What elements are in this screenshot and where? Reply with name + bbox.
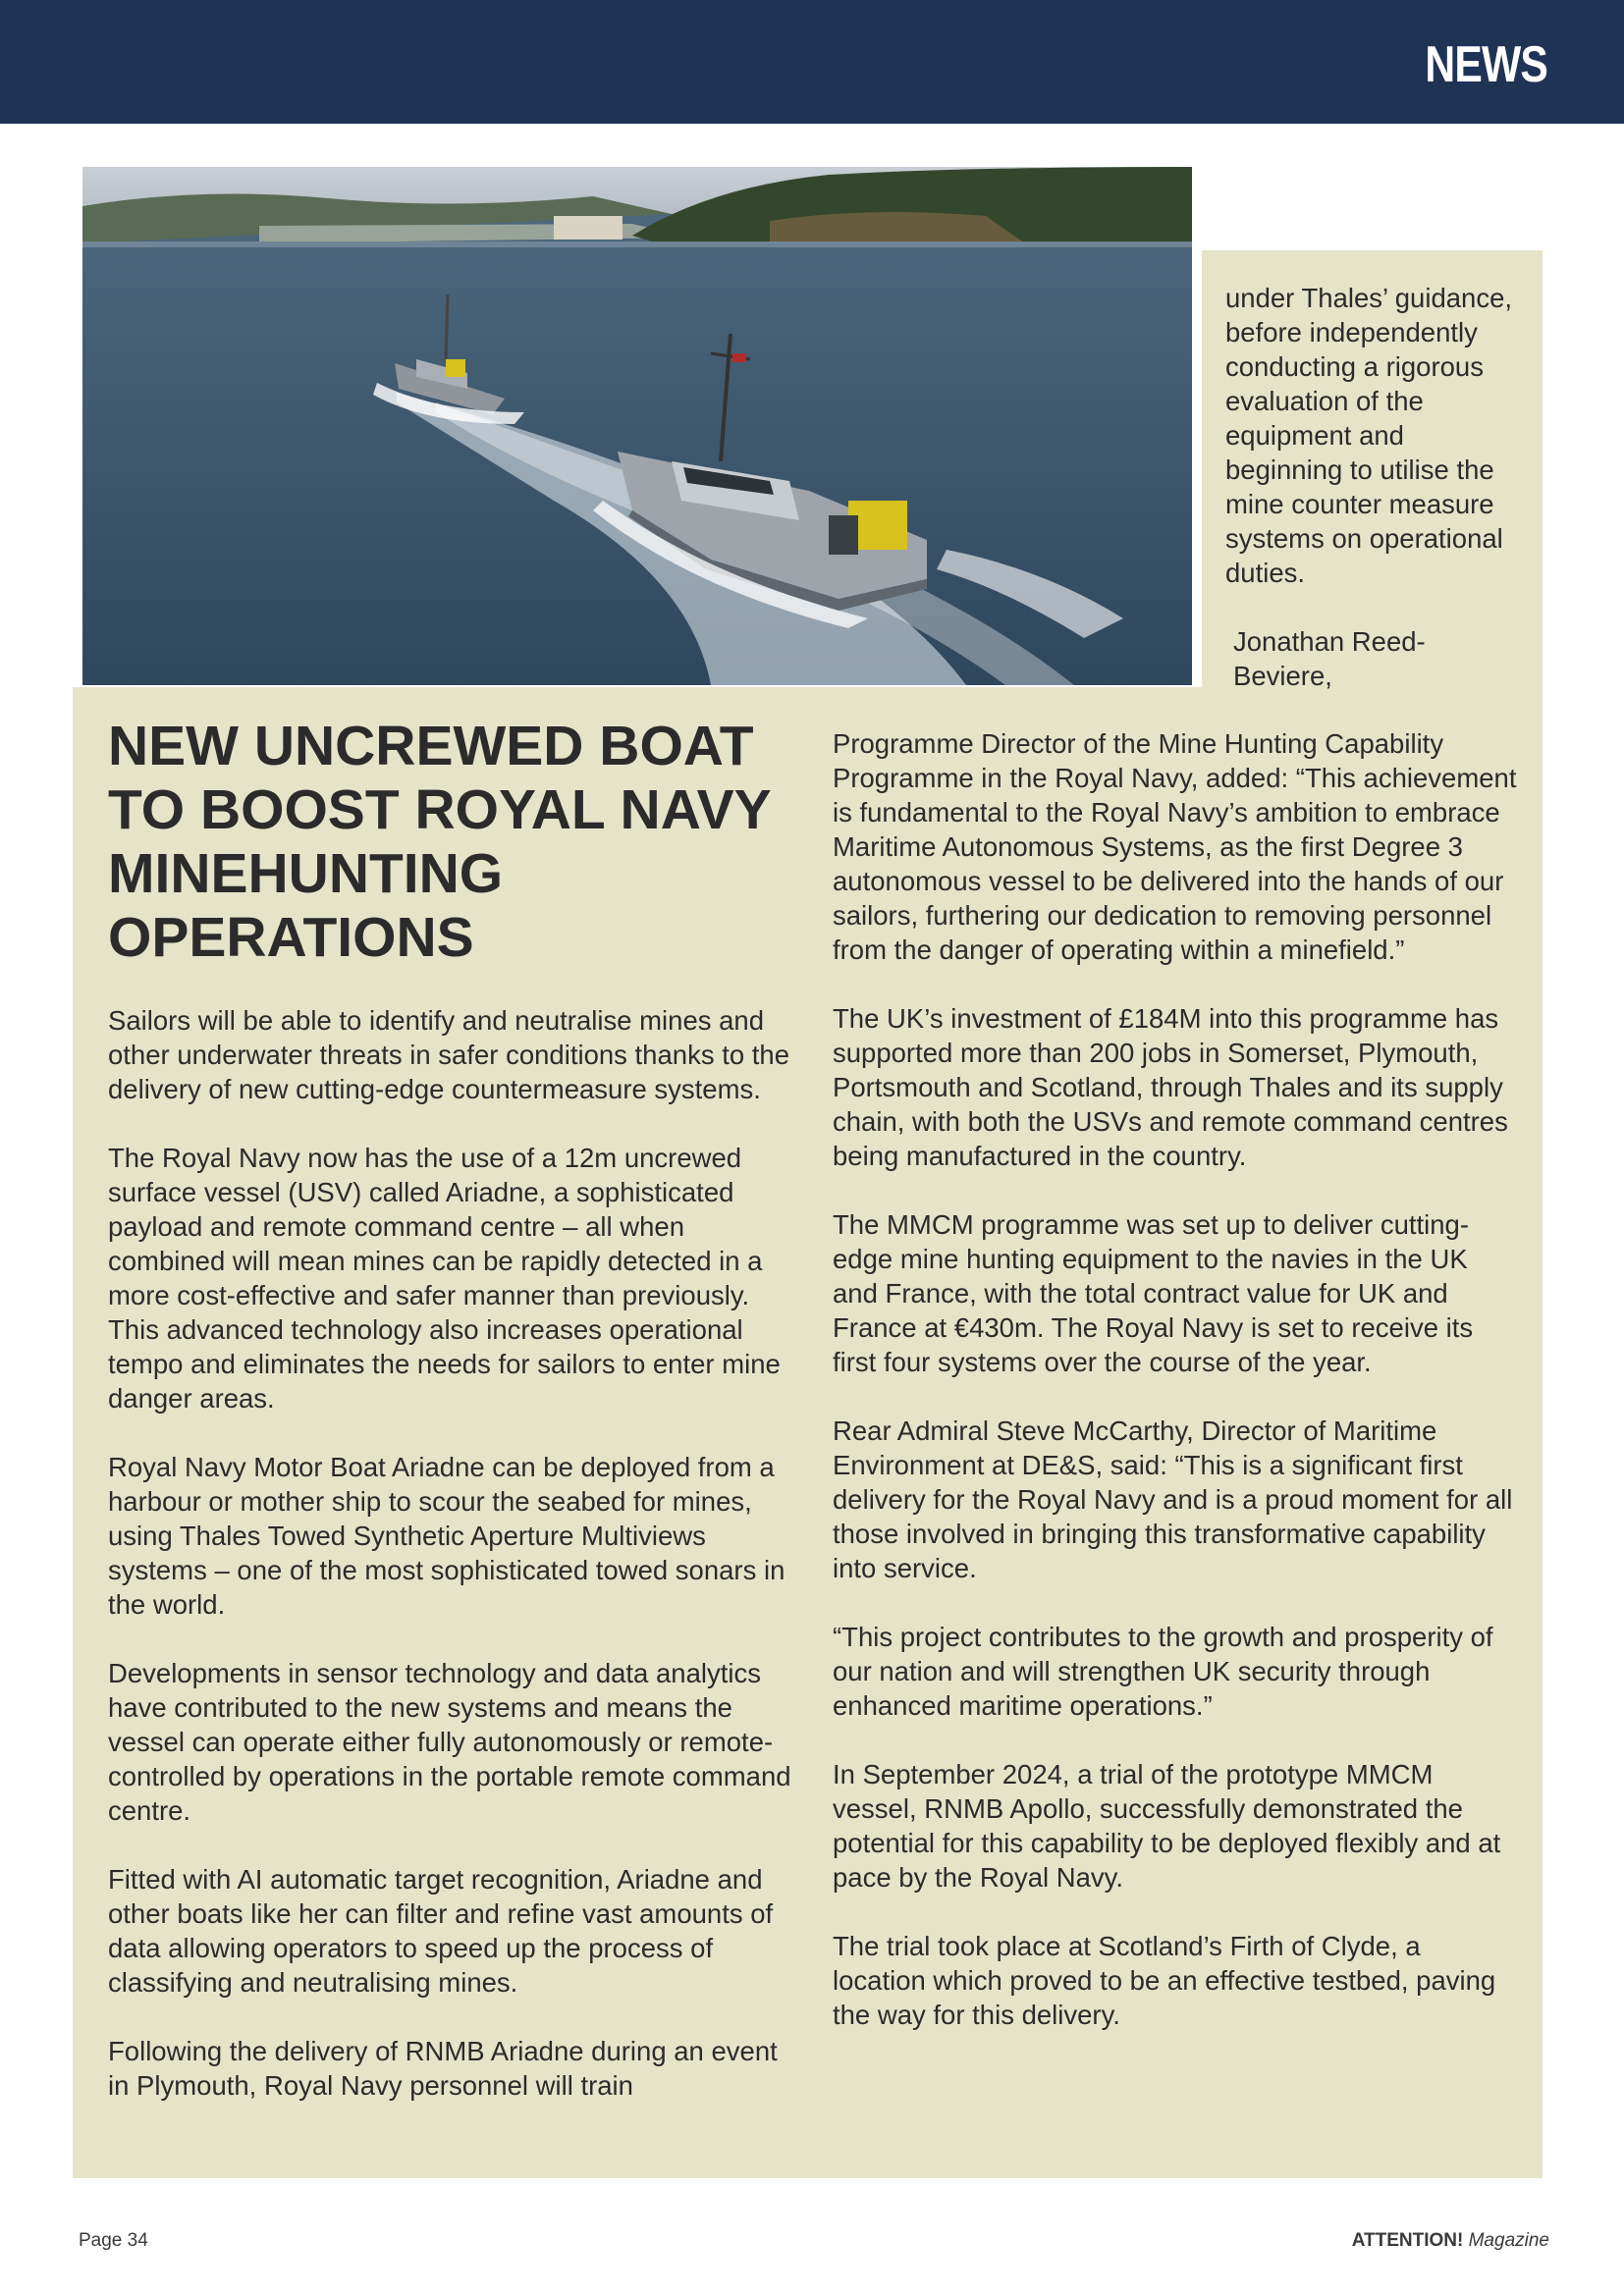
paragraph: The MMCM programme was set up to deliver cutting-edge mine hunting equipment to the navies in the UK and France, with the total contract value for UK and France at €430m. The Royal Navy is set to receive its first four systems over the course of the year.: [833, 1209, 1474, 1377]
paragraph: Sailors will be able to identify and neutralise mines and other underwater threats in safer conditions thanks to the delivery of new cutting-edge countermeasure systems.: [108, 1005, 790, 1104]
paragraph: “This project contributes to the growth and prosperity of our nation and will strengthen UK security through enhanced maritime operations.”: [833, 1622, 1493, 1721]
paragraph: The UK’s investment of £184M into this programme has supported more than 200 jobs in Somerset, Plymouth, Portsmouth and Scotland, through Thales and its supply chain, with both the USVs and remote command centres being manufactured in the country.: [833, 1003, 1508, 1171]
paragraph: Royal Navy Motor Boat Ariadne can be deployed from a harbour or mother ship to scour the seabed for mines, using Thales Towed Synthetic Aperture Multiviews systems – one of the most sophisticated towed sonars in the world.: [108, 1452, 785, 1620]
paragraph: Rear Admiral Steve McCarthy, Director of Maritime Environment at DE&S, said: “This is a significant first delivery for the Royal Navy and is a proud moment for all those involved in bringing this transformative capability into service.: [833, 1415, 1513, 1583]
magazine-name-italic: Magazine: [1468, 2230, 1549, 2251]
section-label: NEWS: [1425, 36, 1547, 93]
header-bar: [0, 0, 1624, 124]
page-number: Page 34: [79, 2230, 148, 2251]
photo-frame: [73, 157, 1202, 687]
paragraph: Programme Director of the Mine Hunting Capability Programme in the Royal Navy, added: “This achievement is fundamental to the Royal Navy’s ambition to embrace Maritime Autonomous Systems, as the first Degree 3 autonomous vessel to be delivered into the hands of our sailors, furthering our dedication to removing personnel from the danger of operating within a minefield.”: [833, 728, 1517, 965]
paragraph: Developments in sensor technology and data analytics have contributed to the new systems and means the vessel can operate either fully autonomously or remote-controlled by operations in the portable remote command centre.: [108, 1658, 791, 1826]
magazine-name: [1352, 2230, 1549, 2252]
right-column: [833, 726, 1520, 2066]
narrow-paragraph: under Thales’ guidance, before independently conducting a rigorous evaluation of the equipment and beginning to utilise the mine counter measure systems on operational duties.: [1225, 283, 1513, 588]
boat-photo-illustration: [82, 167, 1192, 685]
paragraph: The trial took place at Scotland’s Firth of Clyde, a location which proved to be an effective testbed, paving the way for this delivery.: [833, 1931, 1496, 2030]
magazine-name-bold: ATTENTION!: [1351, 2230, 1464, 2251]
narrow-paragraph-tail: Jonathan Reed-Beviere,: [1233, 626, 1426, 691]
boat-photo: [82, 167, 1192, 685]
narrow-column: [1225, 281, 1520, 693]
paragraph: The Royal Navy now has the use of a 12m uncrewed surface vessel (USV) called Ariadne, a sophisticated payload and remote command centre – all when combined will mean mines can be rapidly detected in a more cost-effective and safer manner than previously. This advanced technology also increases operational tempo and eliminates the needs for sailors to enter mine danger areas.: [108, 1143, 781, 1414]
article-headline: NEW UNCREWED BOAT TO BOOST ROYAL NAVY MINEHUNTING OPERATIONS: [108, 715, 771, 969]
paragraph: Following the delivery of RNMB Ariadne during an event in Plymouth, Royal Navy personnel will train: [108, 2036, 778, 2101]
left-column: [108, 1003, 795, 2137]
paragraph: In September 2024, a trial of the prototype MMCM vessel, RNMB Apollo, successfully demonstrated the potential for this capability to be deployed flexibly and at pace by the Royal Navy.: [833, 1759, 1501, 1893]
paragraph: Fitted with AI automatic target recognition, Ariadne and other boats like her can filter and refine vast amounts of data allowing operators to speed up the process of classifying and neutralising mines.: [108, 1864, 774, 1998]
